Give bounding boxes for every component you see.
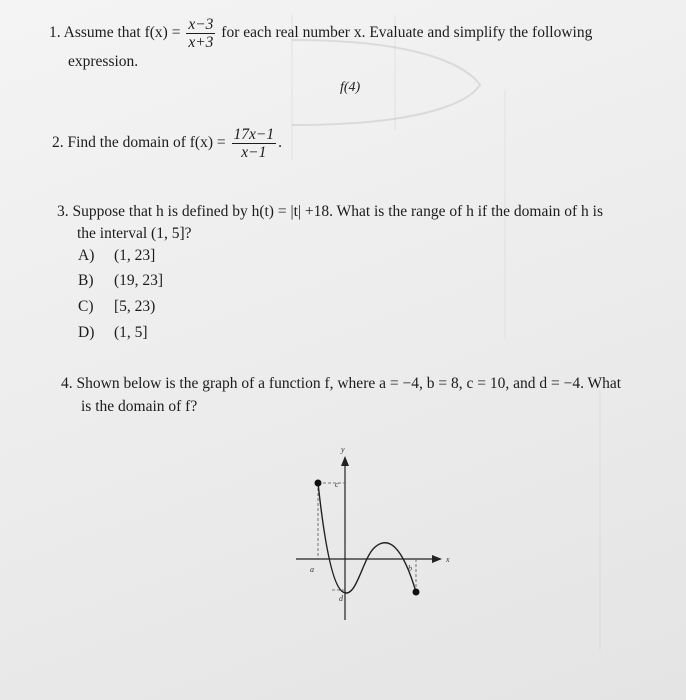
choice-value: (19, 23] bbox=[114, 272, 164, 289]
q2-denominator: x−1 bbox=[241, 144, 267, 161]
a-label: a bbox=[310, 565, 314, 574]
q1-expression: f(4) bbox=[340, 80, 361, 95]
q3-line1: Suppose that h is defined by h(t) = |t| +18. What is the range of h if the domain of h is bbox=[72, 203, 604, 220]
q1-line2: expression. bbox=[68, 53, 139, 70]
question-number: 1. bbox=[49, 24, 61, 42]
q2-numerator: 17x−1 bbox=[233, 126, 275, 143]
question-number: 2. bbox=[52, 134, 64, 152]
choice-label: A) bbox=[78, 247, 95, 264]
q4-line2: is the domain of f? bbox=[81, 398, 198, 415]
q1-numerator: x−3 bbox=[188, 16, 214, 33]
choice-value: (1, 23] bbox=[114, 247, 156, 264]
question-number: 4. bbox=[61, 375, 73, 392]
left-endpoint bbox=[315, 480, 322, 487]
function-curve bbox=[318, 483, 416, 593]
y-axis-label: y bbox=[341, 445, 345, 454]
q1-prefix: Assume that f(x) = bbox=[63, 24, 181, 42]
q1-denominator: x+3 bbox=[188, 34, 214, 51]
right-endpoint bbox=[413, 589, 420, 596]
x-axis-arrow bbox=[432, 555, 442, 563]
x-axis-label: x bbox=[446, 555, 450, 564]
question-number: 3. bbox=[57, 203, 69, 220]
q2-prefix: Find the domain of f(x) = bbox=[67, 134, 226, 152]
q4-line1: Shown below is the graph of a function f, where a = −4, b = 8, c = 10, and d = −4. What bbox=[76, 375, 622, 392]
choice-label: C) bbox=[78, 298, 94, 315]
choice-value: (1, 5] bbox=[114, 324, 148, 341]
b-label: b bbox=[408, 564, 412, 573]
q3-line2: the interval (1, 5]? bbox=[77, 225, 192, 242]
d-label: d bbox=[339, 594, 343, 603]
q2-suffix: . bbox=[278, 134, 282, 152]
y-axis-arrow bbox=[341, 456, 349, 466]
choice-label: D) bbox=[78, 324, 95, 341]
choice-label: B) bbox=[78, 272, 94, 289]
q1-suffix: for each real number x. Evaluate and simplify the following bbox=[221, 24, 593, 42]
c-label: c bbox=[335, 480, 339, 489]
choice-value: [5, 23) bbox=[114, 298, 156, 315]
